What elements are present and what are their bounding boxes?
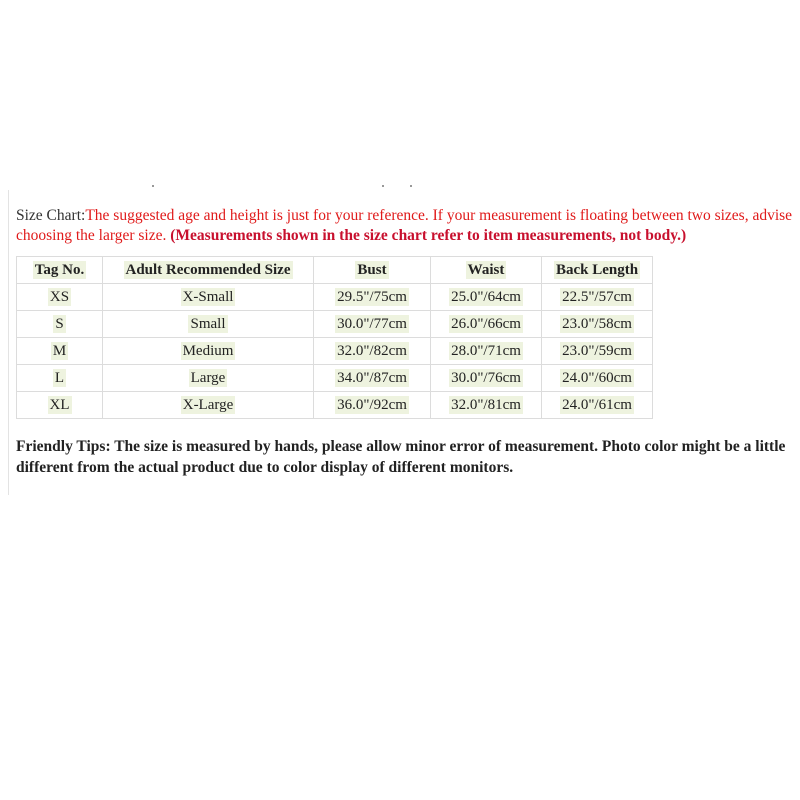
size-cell: X-Large: [103, 392, 314, 419]
size-cell: Medium: [103, 338, 314, 365]
tag-cell: L: [17, 365, 103, 392]
waist-cell: 28.0"/71cm: [431, 338, 542, 365]
bust-cell: 30.0"/77cm: [314, 311, 431, 338]
tag-cell: M: [17, 338, 103, 365]
friendly-tips: Friendly Tips: The size is measured by hands, please allow minor error of measurement. Photo color might be a little different from the actual product due to color display of different monitors.: [16, 438, 786, 476]
table-row: [17, 365, 653, 392]
bust-cell: 34.0"/87cm: [314, 365, 431, 392]
size-chart-note: The suggested age and height is just for your reference. If your measurement is floating between two sizes, advise choosing the larger size.: [16, 207, 793, 244]
table-row: [17, 338, 653, 365]
dot-mark: [410, 185, 412, 187]
dot-mark: [382, 185, 384, 187]
header-tag-no: Tag No.: [17, 257, 103, 284]
size-chart-label: Size Chart:: [16, 207, 86, 224]
size-chart-intro: [16, 206, 796, 246]
back-length-cell: 24.0"/60cm: [542, 365, 653, 392]
size-table: [16, 256, 653, 419]
back-length-cell: 24.0"/61cm: [542, 392, 653, 419]
top-dot-marks: [0, 185, 800, 189]
header-adult-size: Adult Recommended Size: [103, 257, 314, 284]
bust-cell: 32.0"/82cm: [314, 338, 431, 365]
back-length-cell: 23.0"/58cm: [542, 311, 653, 338]
header-bust: Bust: [314, 257, 431, 284]
size-cell: Large: [103, 365, 314, 392]
size-cell: X-Small: [103, 284, 314, 311]
table-row: [17, 392, 653, 419]
table-row: [17, 284, 653, 311]
header-back-length: Back Length: [542, 257, 653, 284]
size-chart-emphasis: (Measurements shown in the size chart refer to item measurements, not body.): [170, 227, 687, 244]
tag-cell: XS: [17, 284, 103, 311]
left-border-rule: [8, 190, 9, 495]
table-header-row: [17, 257, 653, 284]
back-length-cell: 23.0"/59cm: [542, 338, 653, 365]
waist-cell: 30.0"/76cm: [431, 365, 542, 392]
tag-cell: XL: [17, 392, 103, 419]
waist-cell: 32.0"/81cm: [431, 392, 542, 419]
bust-cell: 29.5"/75cm: [314, 284, 431, 311]
bust-cell: 36.0"/92cm: [314, 392, 431, 419]
tag-cell: S: [17, 311, 103, 338]
size-cell: Small: [103, 311, 314, 338]
table-row: [17, 311, 653, 338]
back-length-cell: 22.5"/57cm: [542, 284, 653, 311]
waist-cell: 25.0"/64cm: [431, 284, 542, 311]
waist-cell: 26.0"/66cm: [431, 311, 542, 338]
header-waist: Waist: [431, 257, 542, 284]
dot-mark: [152, 185, 154, 187]
